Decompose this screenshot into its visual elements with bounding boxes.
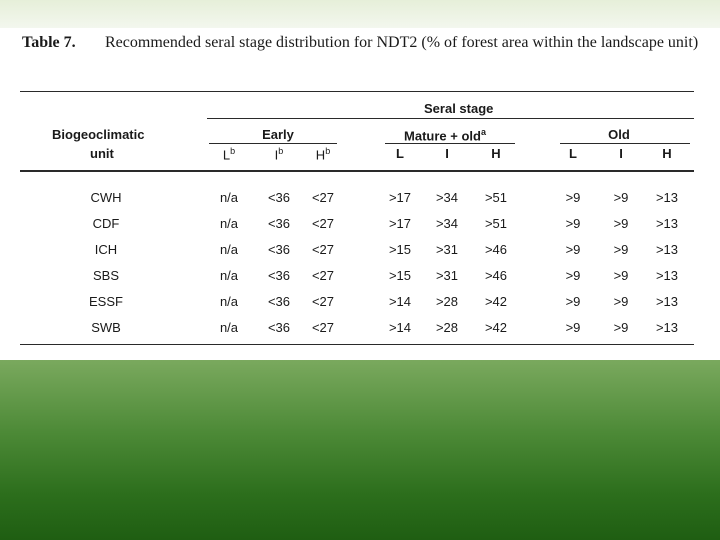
value-cell: >34 [435, 216, 459, 231]
value-cell: >31 [435, 242, 459, 257]
subcolumn-superscript: b [325, 146, 331, 156]
value-cell: >9 [565, 294, 581, 309]
subcolumn-header [652, 146, 682, 161]
subcolumn-label: I [619, 146, 623, 161]
group-header-superscript: a [480, 127, 486, 137]
value-cell: <27 [311, 320, 335, 335]
value-cell: <36 [267, 320, 291, 335]
value-cell: >13 [655, 268, 679, 283]
value-cell: >9 [613, 320, 629, 335]
group-header-old [608, 127, 630, 142]
subcolumn-superscript: b [278, 146, 284, 156]
subcolumn-label: L [569, 146, 577, 161]
value-cell: n/a [219, 320, 239, 335]
subcolumn-header [214, 146, 244, 162]
subcolumn-label: H [662, 146, 672, 161]
subcolumn-label: H [491, 146, 501, 161]
unit-cell: CWH [90, 190, 122, 205]
subcolumn-header [606, 146, 636, 161]
subcolumn-label: I [274, 147, 279, 163]
group-underline [560, 143, 690, 144]
subcolumn-header [264, 146, 294, 162]
value-cell: <36 [267, 268, 291, 283]
value-cell: >42 [484, 320, 508, 335]
unit-cell: ICH [94, 242, 118, 257]
group-header-early [262, 127, 294, 142]
value-cell: <36 [267, 294, 291, 309]
value-cell: <27 [311, 242, 335, 257]
subcolumn-header [432, 146, 462, 161]
unit-cell: ESSF [89, 294, 123, 309]
value-cell: >13 [655, 216, 679, 231]
table-caption-text: Recommended seral stage distribution for NDT2 (% of forest area within the landscape unit) [105, 34, 699, 51]
value-cell: >9 [565, 268, 581, 283]
value-cell: >15 [388, 242, 412, 257]
value-cell: <27 [311, 190, 335, 205]
value-cell: <27 [311, 268, 335, 283]
top-decorative-band [0, 0, 720, 28]
value-cell: n/a [219, 294, 239, 309]
value-cell: <27 [311, 294, 335, 309]
group-header-label: Mature + old [404, 128, 481, 144]
subcolumn-label: H [315, 147, 326, 163]
subcolumn-superscript: b [230, 146, 236, 156]
value-cell: >51 [484, 190, 508, 205]
unit-cell: SWB [91, 320, 121, 335]
subcolumn-label: L [396, 146, 404, 161]
value-cell: >15 [388, 268, 412, 283]
value-cell: >9 [613, 242, 629, 257]
value-cell: <36 [267, 190, 291, 205]
value-cell: >9 [613, 268, 629, 283]
value-cell: >34 [435, 190, 459, 205]
group-underline [209, 143, 337, 144]
value-cell: >14 [388, 294, 412, 309]
seral-stage-underline [207, 118, 694, 119]
value-cell: >46 [484, 268, 508, 283]
value-cell: >13 [655, 320, 679, 335]
value-cell: >9 [565, 216, 581, 231]
value-cell: >42 [484, 294, 508, 309]
table-top-rule [20, 91, 694, 92]
value-cell: >9 [613, 190, 629, 205]
table-header-rule [20, 170, 694, 172]
value-cell: >9 [565, 242, 581, 257]
seral-stage-header: Seral stage [424, 101, 494, 116]
group-underline [385, 143, 515, 144]
value-cell: >17 [388, 190, 412, 205]
value-cell: >9 [613, 294, 629, 309]
group-header-label: Early [262, 127, 294, 142]
value-cell: >13 [655, 242, 679, 257]
table-bottom-rule [20, 344, 694, 345]
value-cell: >51 [484, 216, 508, 231]
table-caption-label: Table 7. [22, 34, 76, 51]
value-cell: n/a [219, 242, 239, 257]
unit-cell: SBS [92, 268, 119, 283]
value-cell: >9 [565, 190, 581, 205]
value-cell: <36 [267, 242, 291, 257]
subcolumn-label: L [222, 147, 231, 163]
row-header-line1: Biogeoclimatic [52, 127, 145, 142]
row-header-line2: unit [90, 146, 114, 161]
value-cell: n/a [219, 190, 239, 205]
value-cell: <27 [311, 216, 335, 231]
value-cell: n/a [219, 268, 239, 283]
value-cell: >13 [655, 294, 679, 309]
value-cell: n/a [219, 216, 239, 231]
value-cell: >28 [435, 320, 459, 335]
group-header-mature-old [404, 127, 486, 143]
value-cell: >28 [435, 294, 459, 309]
subcolumn-header [558, 146, 588, 161]
value-cell: >9 [565, 320, 581, 335]
value-cell: >46 [484, 242, 508, 257]
value-cell: >9 [613, 216, 629, 231]
value-cell: >13 [655, 190, 679, 205]
subcolumn-header [481, 146, 511, 161]
subcolumn-header [308, 146, 338, 162]
value-cell: >17 [388, 216, 412, 231]
subcolumn-header [385, 146, 415, 161]
bottom-decorative-band [0, 360, 720, 540]
value-cell: >14 [388, 320, 412, 335]
group-header-label: Old [608, 127, 630, 142]
value-cell: <36 [267, 216, 291, 231]
subcolumn-label: I [445, 146, 449, 161]
unit-cell: CDF [92, 216, 120, 231]
value-cell: >31 [435, 268, 459, 283]
